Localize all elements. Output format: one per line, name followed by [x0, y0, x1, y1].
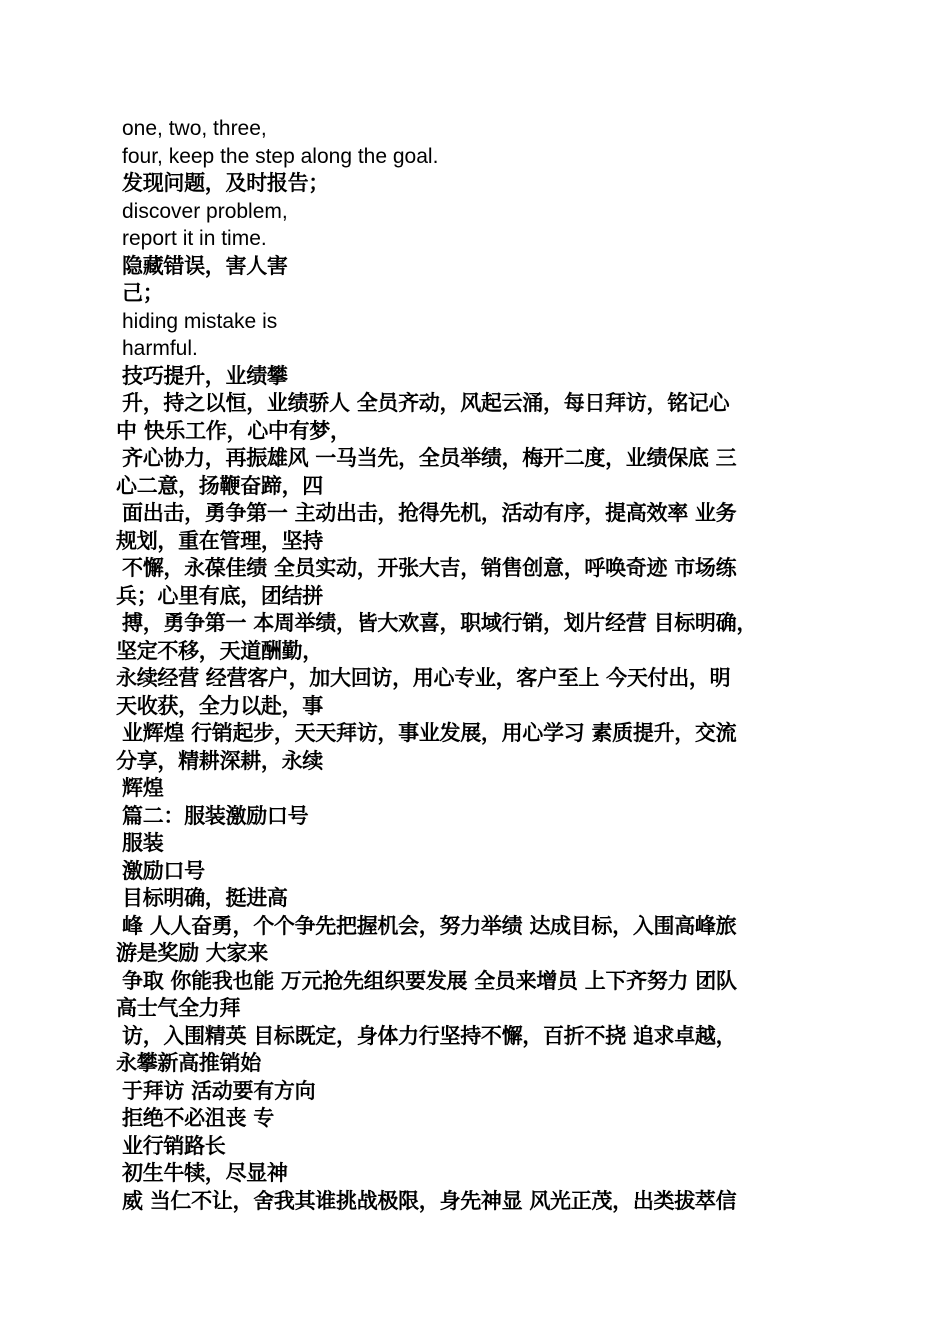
text-line: 分享，精耕深耕，永续 — [116, 748, 323, 773]
text-line: 游是奖励 大家来 — [116, 941, 268, 965]
section-heading: 篇二：服装激励口号 — [122, 803, 309, 828]
text-line: 不懈，永葆佳绩 全员实动，开张大吉，销售创意，呼唤奇迹 市场练 — [122, 556, 737, 580]
text-line: 目标明确，挺进高 — [122, 886, 288, 910]
document-body — [116, 115, 836, 1215]
text-line: 心二意，扬鞭奋蹄，四 — [116, 473, 323, 498]
text-line: 永攀新高推销始 — [116, 1051, 261, 1075]
text-line: 面出击，勇争第一 主动出击，抢得先机，活动有序，提高效率 业务 — [122, 501, 737, 525]
text-line: one, two, three, — [122, 117, 267, 140]
text-line: 访，入围精英 目标既定，身体力行坚持不懈，百折不挠 追求卓越， — [122, 1023, 737, 1048]
text-line: 服装 — [122, 831, 164, 855]
text-line: 技巧提升，业绩攀 — [122, 363, 288, 388]
text-line: 中 快乐工作，心中有梦， — [116, 418, 351, 443]
text-line: 争取 你能我也能 万元抢先组织要发展 全员来增员 上下齐努力 团队 — [122, 968, 737, 993]
text-line: 升，持之以恒，业绩骄人 全员齐动，风起云涌，每日拜访，铭记心 — [122, 391, 730, 415]
text-line: 齐心协力，再振雄风 一马当先，全员举绩，梅开二度，业绩保底 三 — [122, 446, 737, 470]
text-line: 发现问题，及时报告； — [122, 171, 329, 195]
text-line: 业行销路长 — [122, 1133, 226, 1158]
text-line: 兵；心里有底，团结拼 — [116, 583, 323, 608]
text-line: 己； — [122, 281, 164, 305]
text-line: 拒绝不必沮丧 专 — [122, 1106, 274, 1130]
text-line: 激励口号 — [122, 858, 205, 883]
text-line: 高士气全力拜 — [116, 996, 241, 1020]
text-line: 威 当仁不让，舍我其谁挑战极限，身先神显 风光正茂，出类拔萃信 — [122, 1188, 737, 1213]
text-line: four, keep the step along the goal. — [122, 144, 439, 168]
text-line: 规划，重在管理，坚持 — [116, 528, 323, 553]
text-line: 天收获，全力以赴，事 — [116, 693, 323, 718]
text-line: harmful. — [122, 337, 198, 360]
text-line: 业辉煌 行销起步，天天拜访，事业发展，用心学习 素质提升，交流 — [122, 721, 737, 745]
text-line: 搏，勇争第一 本周举绩，皆大欢喜，职域行销，划片经营 目标明确， — [122, 611, 758, 635]
text-line: 辉煌 — [122, 776, 164, 800]
text-line: 坚定不移，天道酬勤， — [116, 638, 323, 663]
text-line: 峰 人人奋勇，个个争先把握机会，努力举绩 达成目标，入围高峰旅 — [122, 913, 737, 938]
text-line: report it in time. — [122, 227, 267, 250]
text-line: hiding mistake is — [122, 309, 278, 333]
text-line: discover problem, — [122, 199, 288, 223]
text-line: 初生牛犊，尽显神 — [122, 1161, 288, 1185]
text-line: 永续经营 经营客户，加大回访，用心专业，客户至上 今天付出，明 — [116, 666, 731, 690]
text-line: 于拜访 活动要有方向 — [122, 1078, 316, 1103]
text-line: 隐藏错误，害人害 — [122, 253, 288, 278]
